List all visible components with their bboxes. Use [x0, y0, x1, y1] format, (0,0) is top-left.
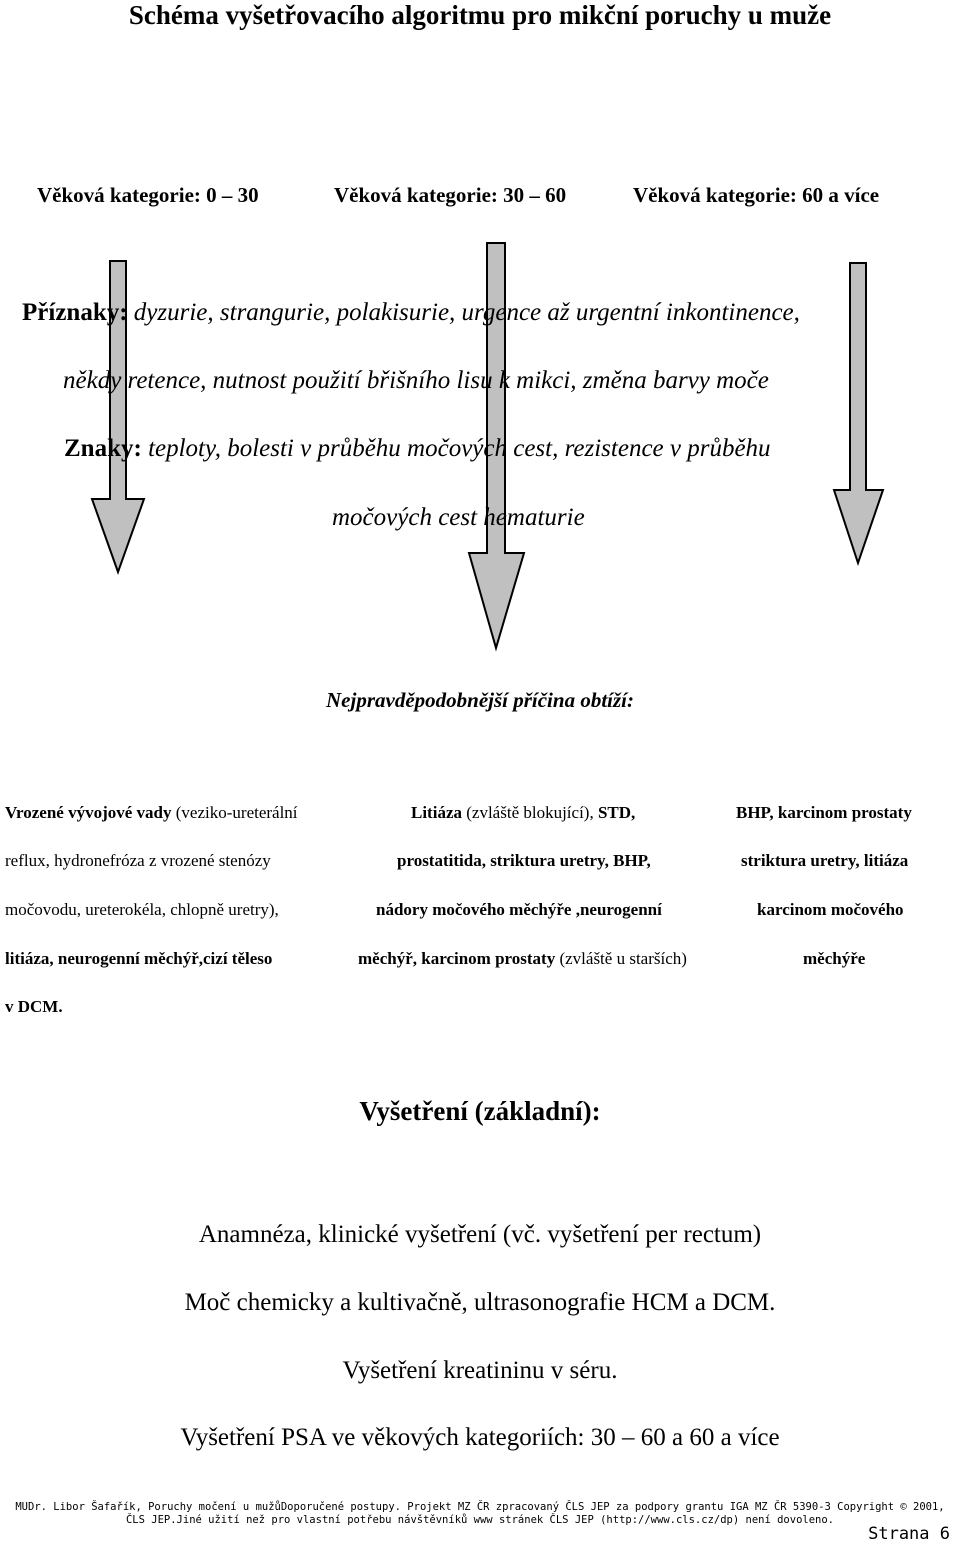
cause-left-line [5, 948, 272, 970]
flow-arrows [0, 0, 960, 660]
arrow-down-right [834, 263, 883, 563]
signs-label: Znaky: [64, 435, 142, 462]
cause-left-text: močovodu, ureterokéla, chlopně uretry), [5, 900, 279, 919]
cause-heading: Nejpravděpodobnější příčina obtíží: [326, 688, 634, 712]
cause-left-text: (veziko-ureterální [171, 803, 298, 822]
exam-heading: Vyšetření (základní): [359, 1096, 601, 1126]
age-category-0-30: Věková kategorie: 0 – 30 [37, 183, 259, 207]
age-category-30-60: Věková kategorie: 30 – 60 [334, 183, 567, 207]
symptoms-line-1 [22, 297, 800, 329]
signs-line-2 [332, 502, 585, 534]
cause-middle-bold: měchýř, karcinom prostaty [358, 949, 556, 968]
exam-line: Vyšetření PSA ve věkových kategoriích: 30 – 60 a 60 a více [180, 1424, 780, 1451]
cause-left-line [5, 899, 279, 921]
cause-middle-bold: prostatitida, striktura uretry, BHP, [397, 851, 651, 870]
signs-text-1: teploty, bolesti v průběhu močových cest, rezistence v průběhu [141, 435, 771, 462]
cause-left-bold: litiáza, neurogenní měchýř,cizí těleso [5, 949, 273, 968]
cause-middle-text: (zvláště u starších) [555, 949, 687, 968]
cause-right-line: měchýře [803, 949, 866, 968]
signs-text-2: močových cest hematurie [332, 504, 585, 531]
cause-left-text: reflux, hydronefróza z vrozené stenózy [5, 851, 271, 870]
cause-left-line [5, 802, 298, 824]
cause-middle-line [376, 899, 662, 921]
cause-right-line: BHP, karcinom prostaty [736, 803, 912, 822]
cause-right-line: karcinom močového [757, 900, 904, 919]
cause-middle-line [411, 802, 635, 824]
cause-right-line: striktura uretry, litiáza [741, 851, 909, 870]
page-number: Strana 6 [868, 1524, 950, 1544]
symptoms-label: Příznaky: [22, 299, 128, 326]
cause-middle-bold: STD, [597, 803, 636, 822]
exam-line: Anamnéza, klinické vyšetření (vč. vyšetření per rectum) [198, 1221, 762, 1248]
cause-left-bold: Vrozené vývojové vady [5, 803, 172, 822]
footer-notice: ČLS JEP.Jiné užití než pro vlastní potřebu návštěvníků www stránek ČLS JEP (http://www.cls.cz/dp) není dovoleno. [125, 1514, 834, 1526]
cause-middle-bold: nádory močového měchýře ,neurogenní [376, 900, 662, 919]
cause-middle-line [358, 948, 687, 970]
cause-left-bold: v DCM. [5, 997, 63, 1016]
symptoms-text-2: někdy retence, nutnost použití břišního lisu k mikci, změna barvy moče [63, 367, 769, 394]
footer-copyright: MUDr. Libor Šafařík, Poruchy močení u mužůDoporučené postupy. Projekt MZ ČR zpracovaný ČLS JEP za podpory grantu IGA MZ ČR 5390-3 Copyright © 2001, [15, 1501, 945, 1513]
cause-left-line [5, 850, 271, 872]
exam-line: Vyšetření kreatininu v séru. [342, 1357, 618, 1384]
cause-left-line [5, 996, 63, 1018]
cause-middle-text: (zvláště blokující), [462, 803, 598, 822]
exam-line: Moč chemicky a kultivačně, ultrasonografie HCM a DCM. [184, 1289, 776, 1316]
age-category-60-plus: Věková kategorie: 60 a více [633, 183, 880, 207]
cause-middle-bold: Litiáza [411, 803, 462, 822]
symptoms-line-2 [63, 365, 769, 397]
symptoms-text-1: dyzurie, strangurie, polakisurie, urgence až urgentní inkontinence, [127, 299, 800, 326]
page-title: Schéma vyšetřovacího algoritmu pro mikční poruchy u muže [128, 0, 832, 30]
signs-line-1 [64, 433, 771, 465]
cause-middle-line [397, 850, 651, 872]
